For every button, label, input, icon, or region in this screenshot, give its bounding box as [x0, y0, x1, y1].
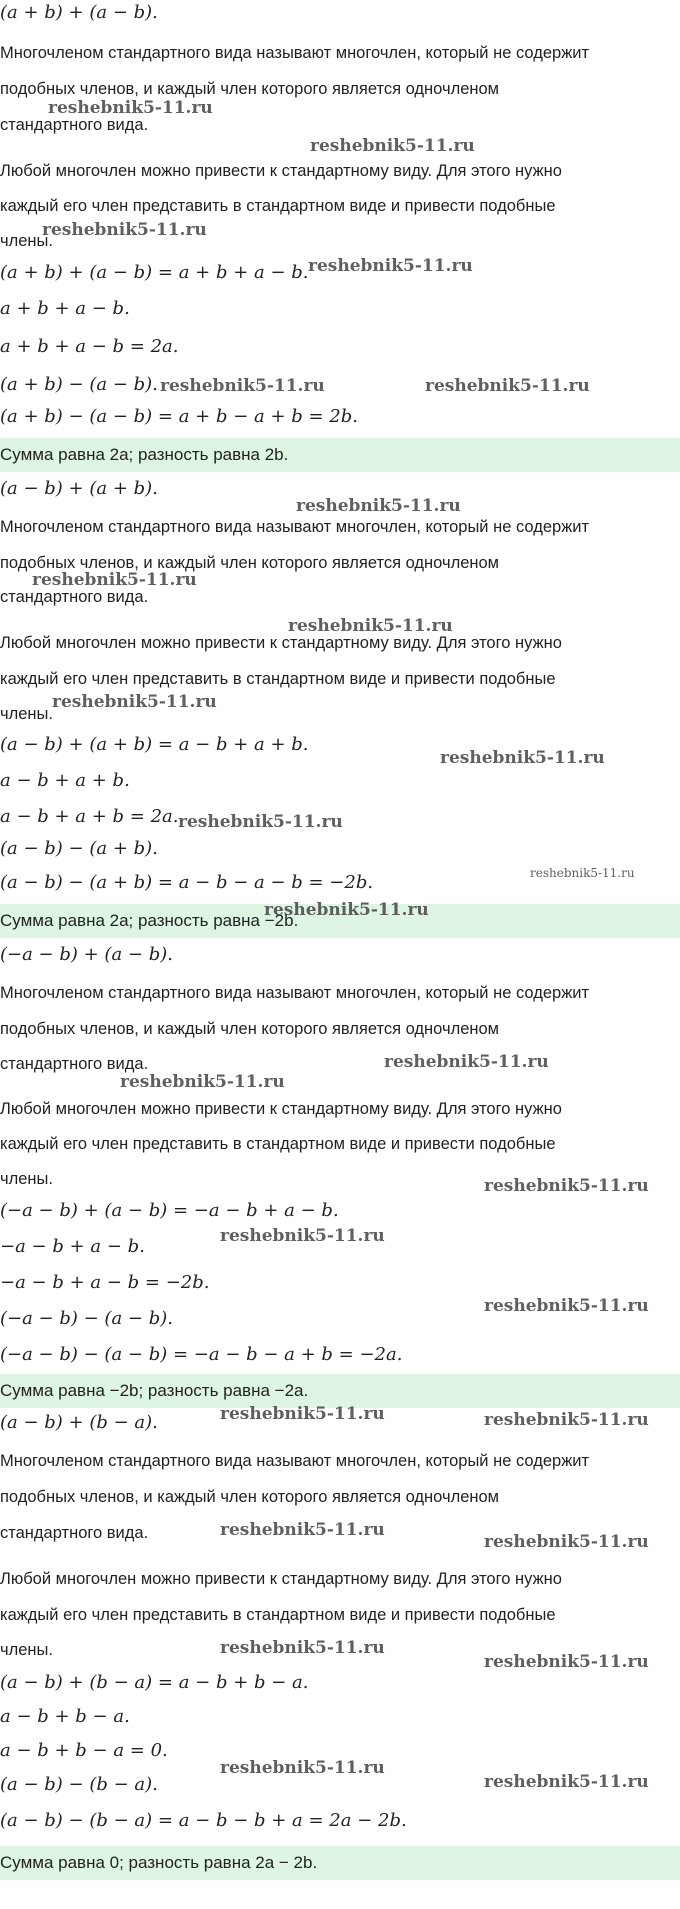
definition-line: стандартного вида. [0, 588, 149, 606]
watermark: reshebnik5-11.ru [220, 1520, 385, 1540]
watermark: reshebnik5-11.ru [32, 570, 197, 590]
watermark: reshebnik5-11.ru [264, 900, 429, 920]
watermark: reshebnik5-11.ru [440, 748, 605, 768]
expression-line: (a + b) + (a − b) = a + b + a − b. [0, 262, 309, 283]
watermark: reshebnik5-11.ru [484, 1296, 649, 1316]
watermark: reshebnik5-11.ru [308, 256, 473, 276]
rule-line: Любой многочлен можно привести к стандартному виду. Для этого нужно [0, 634, 562, 652]
watermark: reshebnik5-11.ru [220, 1226, 385, 1246]
expression-line: a − b + b − a. [0, 1706, 130, 1727]
answer-bar: Сумма равна 2a; разность равна −2b. [0, 904, 680, 938]
expression-line: (−a − b) − (a − b) = −a − b − a + b = −2a. [0, 1344, 403, 1365]
watermark: reshebnik5-11.ru [160, 376, 325, 396]
expression-line: (a + b) − (a − b). [0, 374, 158, 395]
expression-line: a − b + a + b. [0, 770, 130, 791]
rule-line: члены. [0, 705, 53, 723]
definition-line: стандартного вида. [0, 1524, 149, 1542]
definition-line: Многочленом стандартного вида называют многочлен, который не содержит [0, 984, 590, 1002]
watermark: reshebnik5-11.ru [120, 1072, 285, 1092]
definition-line: стандартного вида. [0, 116, 149, 134]
expression-line: (a − b) + (b − a). [0, 1412, 158, 1433]
expression-line: a + b + a − b = 2a. [0, 336, 179, 357]
expression-line: (a − b) + (b − a) = a − b + b − a. [0, 1672, 309, 1693]
answer-bar: Сумма равна 2a; разность равна 2b. [0, 438, 680, 472]
rule-line: каждый его член представить в стандартном виде и привести подобные [0, 1135, 556, 1153]
watermark: reshebnik5-11.ru [384, 1052, 549, 1072]
expression-line: (−a − b) + (a − b) = −a − b + a − b. [0, 1200, 339, 1221]
watermark: reshebnik5-11.ru [52, 692, 217, 712]
rule-line: Любой многочлен можно привести к стандартному виду. Для этого нужно [0, 162, 562, 180]
expression-line: −a − b + a − b. [0, 1236, 145, 1257]
watermark: reshebnik5-11.ru [48, 98, 213, 118]
expression-line: a − b + b − a = 0. [0, 1740, 168, 1761]
watermark: reshebnik5-11.ru [310, 136, 475, 156]
definition-line: стандартного вида. [0, 1055, 149, 1073]
expression-line: a − b + a + b = 2a. [0, 806, 179, 827]
watermark: reshebnik5-11.ru [220, 1638, 385, 1658]
rule-line: Любой многочлен можно привести к стандартному виду. Для этого нужно [0, 1570, 562, 1588]
expression-line: (a − b) + (a + b) = a − b + a + b. [0, 734, 309, 755]
watermark: reshebnik5-11.ru [42, 220, 207, 240]
watermark: reshebnik5-11.ru [484, 1532, 649, 1552]
watermark: reshebnik5-11.ru [484, 1410, 649, 1430]
watermark: reshebnik5-11.ru [178, 812, 343, 832]
expression-line: (a − b) − (a + b). [0, 838, 158, 859]
expression-line: a + b + a − b. [0, 298, 130, 319]
rule-line: каждый его член представить в стандартном виде и привести подобные [0, 670, 556, 688]
watermark: reshebnik5-11.ru [484, 1176, 649, 1196]
watermark: reshebnik5-11.ru [220, 1758, 385, 1778]
definition-line: подобных членов, и каждый член которого является одночленом [0, 1020, 500, 1038]
definition-line: Многочленом стандартного вида называют многочлен, который не содержит [0, 44, 590, 62]
watermark: reshebnik5-11.ru [288, 616, 453, 636]
definition-line: подобных членов, и каждый член которого является одночленом [0, 80, 500, 98]
watermark: reshebnik5-11.ru [530, 866, 635, 880]
expression-line: (a − b) − (b − a) = a − b − b + a = 2a − 2b. [0, 1810, 407, 1831]
definition-line: подобных членов, и каждый член которого является одночленом [0, 1488, 500, 1506]
expression-line: (a + b) + (a − b). [0, 2, 158, 23]
expression-line: (−a − b) − (a − b). [0, 1308, 173, 1329]
expression-line: (−a − b) + (a − b). [0, 944, 173, 965]
expression-line: (a − b) + (a + b). [0, 478, 158, 499]
rule-line: члены. [0, 1170, 53, 1188]
definition-line: Многочленом стандартного вида называют многочлен, который не содержит [0, 1452, 590, 1470]
definition-line: Многочленом стандартного вида называют многочлен, который не содержит [0, 518, 590, 536]
expression-line: −a − b + a − b = −2b. [0, 1272, 210, 1293]
rule-line: члены. [0, 232, 53, 250]
rule-line: Любой многочлен можно привести к стандартному виду. Для этого нужно [0, 1100, 562, 1118]
watermark: reshebnik5-11.ru [425, 376, 590, 396]
answer-bar: Сумма равна 0; разность равна 2a − 2b. [0, 1846, 680, 1880]
watermark: reshebnik5-11.ru [484, 1772, 649, 1792]
rule-line: члены. [0, 1641, 53, 1659]
expression-line: (a − b) − (a + b) = a − b − a − b = −2b. [0, 872, 374, 893]
rule-line: каждый его член представить в стандартном виде и привести подобные [0, 197, 556, 215]
answer-bar: Сумма равна −2b; разность равна −2a. [0, 1374, 680, 1408]
expression-line: (a + b) − (a − b) = a + b − a + b = 2b. [0, 406, 359, 427]
watermark: reshebnik5-11.ru [296, 496, 461, 516]
definition-line: подобных членов, и каждый член которого является одночленом [0, 554, 500, 572]
rule-line: каждый его член представить в стандартном виде и привести подобные [0, 1606, 556, 1624]
expression-line: (a − b) − (b − a). [0, 1774, 158, 1795]
watermark: reshebnik5-11.ru [220, 1404, 385, 1424]
watermark: reshebnik5-11.ru [484, 1652, 649, 1672]
